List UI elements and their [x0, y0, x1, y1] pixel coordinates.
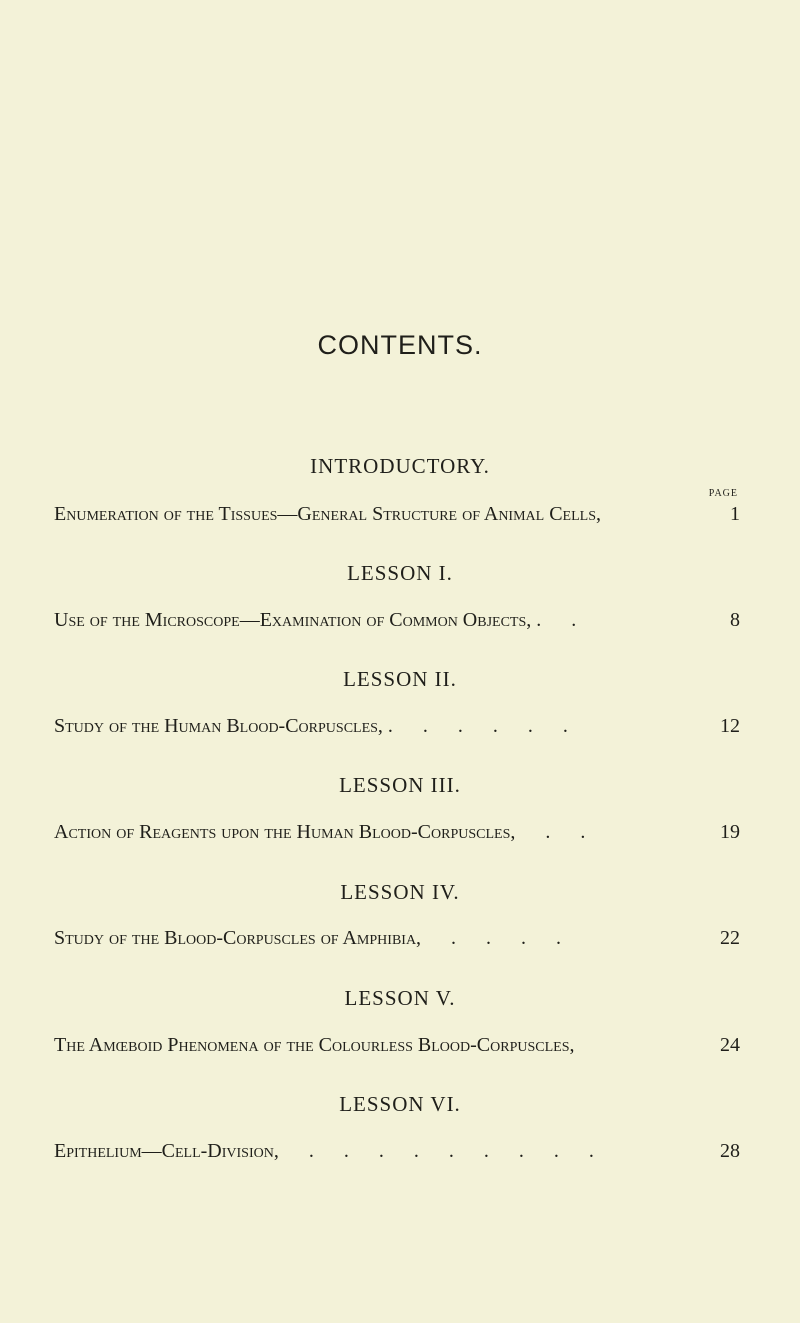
- toc-entry-title: Enumeration of the Tissues—General Structure of Animal Cells,: [54, 503, 601, 525]
- toc-entry-title: Action of Reagents upon the Human Blood-Corpuscles, . .: [54, 821, 586, 843]
- toc-entry-title: Study of the Blood-Corpuscles of Amphibia, . . . .: [54, 927, 562, 949]
- toc-entry-page: 24: [720, 1034, 740, 1056]
- toc-entry-page: 28: [720, 1140, 740, 1162]
- section-heading-lesson-5: LESSON V.: [344, 986, 456, 1010]
- toc-entry-title: The Amœboid Phenomena of the Colourless Blood-Corpuscles,: [54, 1034, 575, 1056]
- toc-entry-title: Study of the Human Blood-Corpuscles, . . . . . .: [54, 715, 568, 737]
- toc-entry-page: 19: [720, 821, 740, 843]
- page-column-label: PAGE: [708, 488, 738, 499]
- toc-entry-page: 12: [720, 715, 740, 737]
- section-heading-lesson-6: LESSON VI.: [339, 1092, 461, 1116]
- toc-entry-page: 1: [730, 503, 740, 525]
- toc-entry-page: 22: [720, 927, 740, 949]
- section-heading-lesson-3: LESSON III.: [339, 773, 461, 797]
- toc-entry-title: Use of the Microscope—Examination of Common Objects, . .: [54, 609, 577, 631]
- section-heading-lesson-1: LESSON I.: [347, 561, 453, 585]
- section-heading-lesson-2: LESSON II.: [343, 667, 457, 691]
- section-heading-lesson-4: LESSON IV.: [340, 880, 460, 904]
- page-title: CONTENTS.: [317, 330, 483, 360]
- toc-entry-page: 8: [730, 609, 740, 631]
- toc-entry-title: Epithelium—Cell-Division, . . . . . . . . .: [54, 1140, 594, 1162]
- section-heading-introductory: INTRODUCTORY.: [310, 454, 490, 478]
